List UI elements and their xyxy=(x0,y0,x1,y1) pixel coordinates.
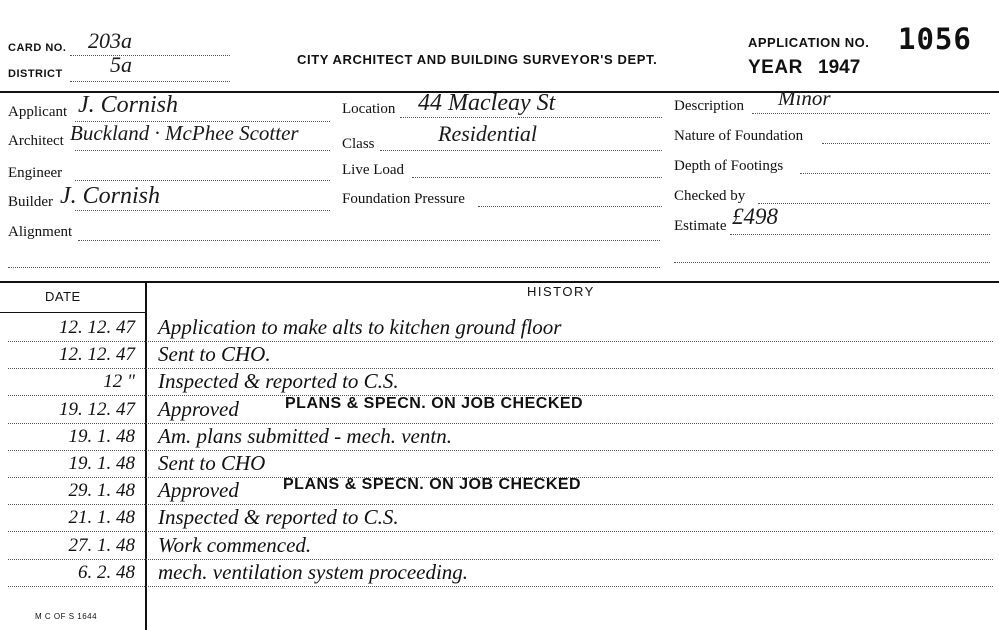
district-value: 5a xyxy=(110,52,132,77)
district-line xyxy=(70,81,230,82)
estimate-value: £498 xyxy=(732,204,778,229)
row-history: Am. plans submitted - mech. ventn. xyxy=(158,423,452,448)
dept-title: CITY ARCHITECT AND BUILDING SURVEYOR'S DEPT. xyxy=(297,52,658,67)
row-date: 21. 1. 48 xyxy=(68,507,135,529)
builder-value: J. Cornish xyxy=(60,183,161,209)
description-value: Minor xyxy=(778,86,831,110)
history-header: HISTORY xyxy=(527,284,595,299)
engineer-label: Engineer xyxy=(8,165,63,181)
alignment-line xyxy=(78,240,660,241)
row-line xyxy=(8,368,993,369)
location-value: 44 Macleay St xyxy=(418,90,556,116)
table-header-underline xyxy=(0,312,145,313)
row-date: 6. 2. 48 xyxy=(78,561,135,583)
class-line xyxy=(380,150,662,151)
row-history: Application to make alts to kitchen ground floor xyxy=(158,315,562,339)
card-no-line xyxy=(70,55,230,56)
row-date: 19. 12. 47 xyxy=(59,398,135,420)
estimate-line xyxy=(730,234,990,235)
depth-footings-line xyxy=(800,173,990,174)
depth-footings-label: Depth of Footings xyxy=(674,158,784,174)
row-history: Work commenced. xyxy=(158,532,312,557)
card-no-value: 203a xyxy=(88,28,132,53)
estimate-line-2 xyxy=(674,262,990,263)
row-history: mech. ventilation system proceeding. xyxy=(158,559,469,584)
row-line xyxy=(8,341,993,342)
alignment-line-2 xyxy=(8,267,660,268)
approval-stamp: PLANS & SPECN. ON JOB CHECKED xyxy=(285,394,584,412)
applicant-label: Applicant xyxy=(8,104,68,120)
estimate-label: Estimate xyxy=(674,218,727,234)
row-date: 12. 12. 47 xyxy=(59,317,135,338)
foundation-pressure-line xyxy=(478,206,662,207)
class-value: Residential xyxy=(438,121,537,146)
approval-stamp: PLANS & SPECN. ON JOB CHECKED xyxy=(283,476,582,494)
row-history: Sent to CHO xyxy=(158,451,266,475)
nature-foundation-label: Nature of Foundation xyxy=(674,128,804,144)
card-no-label: CARD NO. xyxy=(8,42,67,54)
form-code: M C OF S 1644 xyxy=(35,612,98,621)
nature-foundation-line xyxy=(822,143,990,144)
district-label: DISTRICT xyxy=(8,68,63,80)
row-line xyxy=(8,504,993,505)
table-column-divider xyxy=(145,281,147,630)
checked-by-label: Checked by xyxy=(674,188,746,204)
architect-line xyxy=(75,150,330,151)
row-date: 12. 12. 47 xyxy=(59,344,135,366)
builder-label: Builder xyxy=(8,194,53,210)
row-history: Inspected & reported to C.S. xyxy=(158,369,399,394)
row-line xyxy=(8,423,993,424)
application-no-label: APPLICATION NO. xyxy=(748,35,870,50)
row-date: 19. 1. 48 xyxy=(68,425,135,447)
builder-line xyxy=(75,210,330,211)
location-label: Location xyxy=(342,101,396,117)
alignment-label: Alignment xyxy=(8,224,73,240)
row-date: 29. 1. 48 xyxy=(68,480,135,502)
architect-label: Architect xyxy=(8,133,64,149)
row-history: Approved xyxy=(158,478,239,503)
location-line xyxy=(400,117,662,118)
year-label: YEAR xyxy=(748,57,803,78)
row-line xyxy=(8,586,993,587)
date-header: DATE xyxy=(45,289,81,304)
live-load-label: Live Load xyxy=(342,162,405,178)
year-value: 1947 xyxy=(818,57,861,78)
description-line xyxy=(752,113,990,114)
class-label: Class xyxy=(342,136,375,152)
row-date: 12 " xyxy=(103,371,135,393)
foundation-pressure-label: Foundation Pressure xyxy=(342,191,465,207)
engineer-line xyxy=(75,180,330,181)
row-history: Sent to CHO. xyxy=(158,342,271,367)
applicant-value: J. Cornish xyxy=(78,92,179,118)
row-history: Inspected & reported to C.S. xyxy=(158,505,399,530)
architect-value: Buckland · McPhee Scotter xyxy=(70,121,299,145)
row-line xyxy=(8,531,993,532)
checked-by-line xyxy=(758,203,990,204)
application-no-value: 1056 xyxy=(898,22,972,56)
table-top-border xyxy=(0,281,999,283)
live-load-line xyxy=(412,177,662,178)
row-line xyxy=(8,450,993,451)
description-label: Description xyxy=(674,98,744,114)
row-history: Approved xyxy=(158,396,239,421)
row-date: 27. 1. 48 xyxy=(68,534,135,556)
row-date: 19. 1. 48 xyxy=(68,453,135,474)
row-line xyxy=(8,559,993,560)
